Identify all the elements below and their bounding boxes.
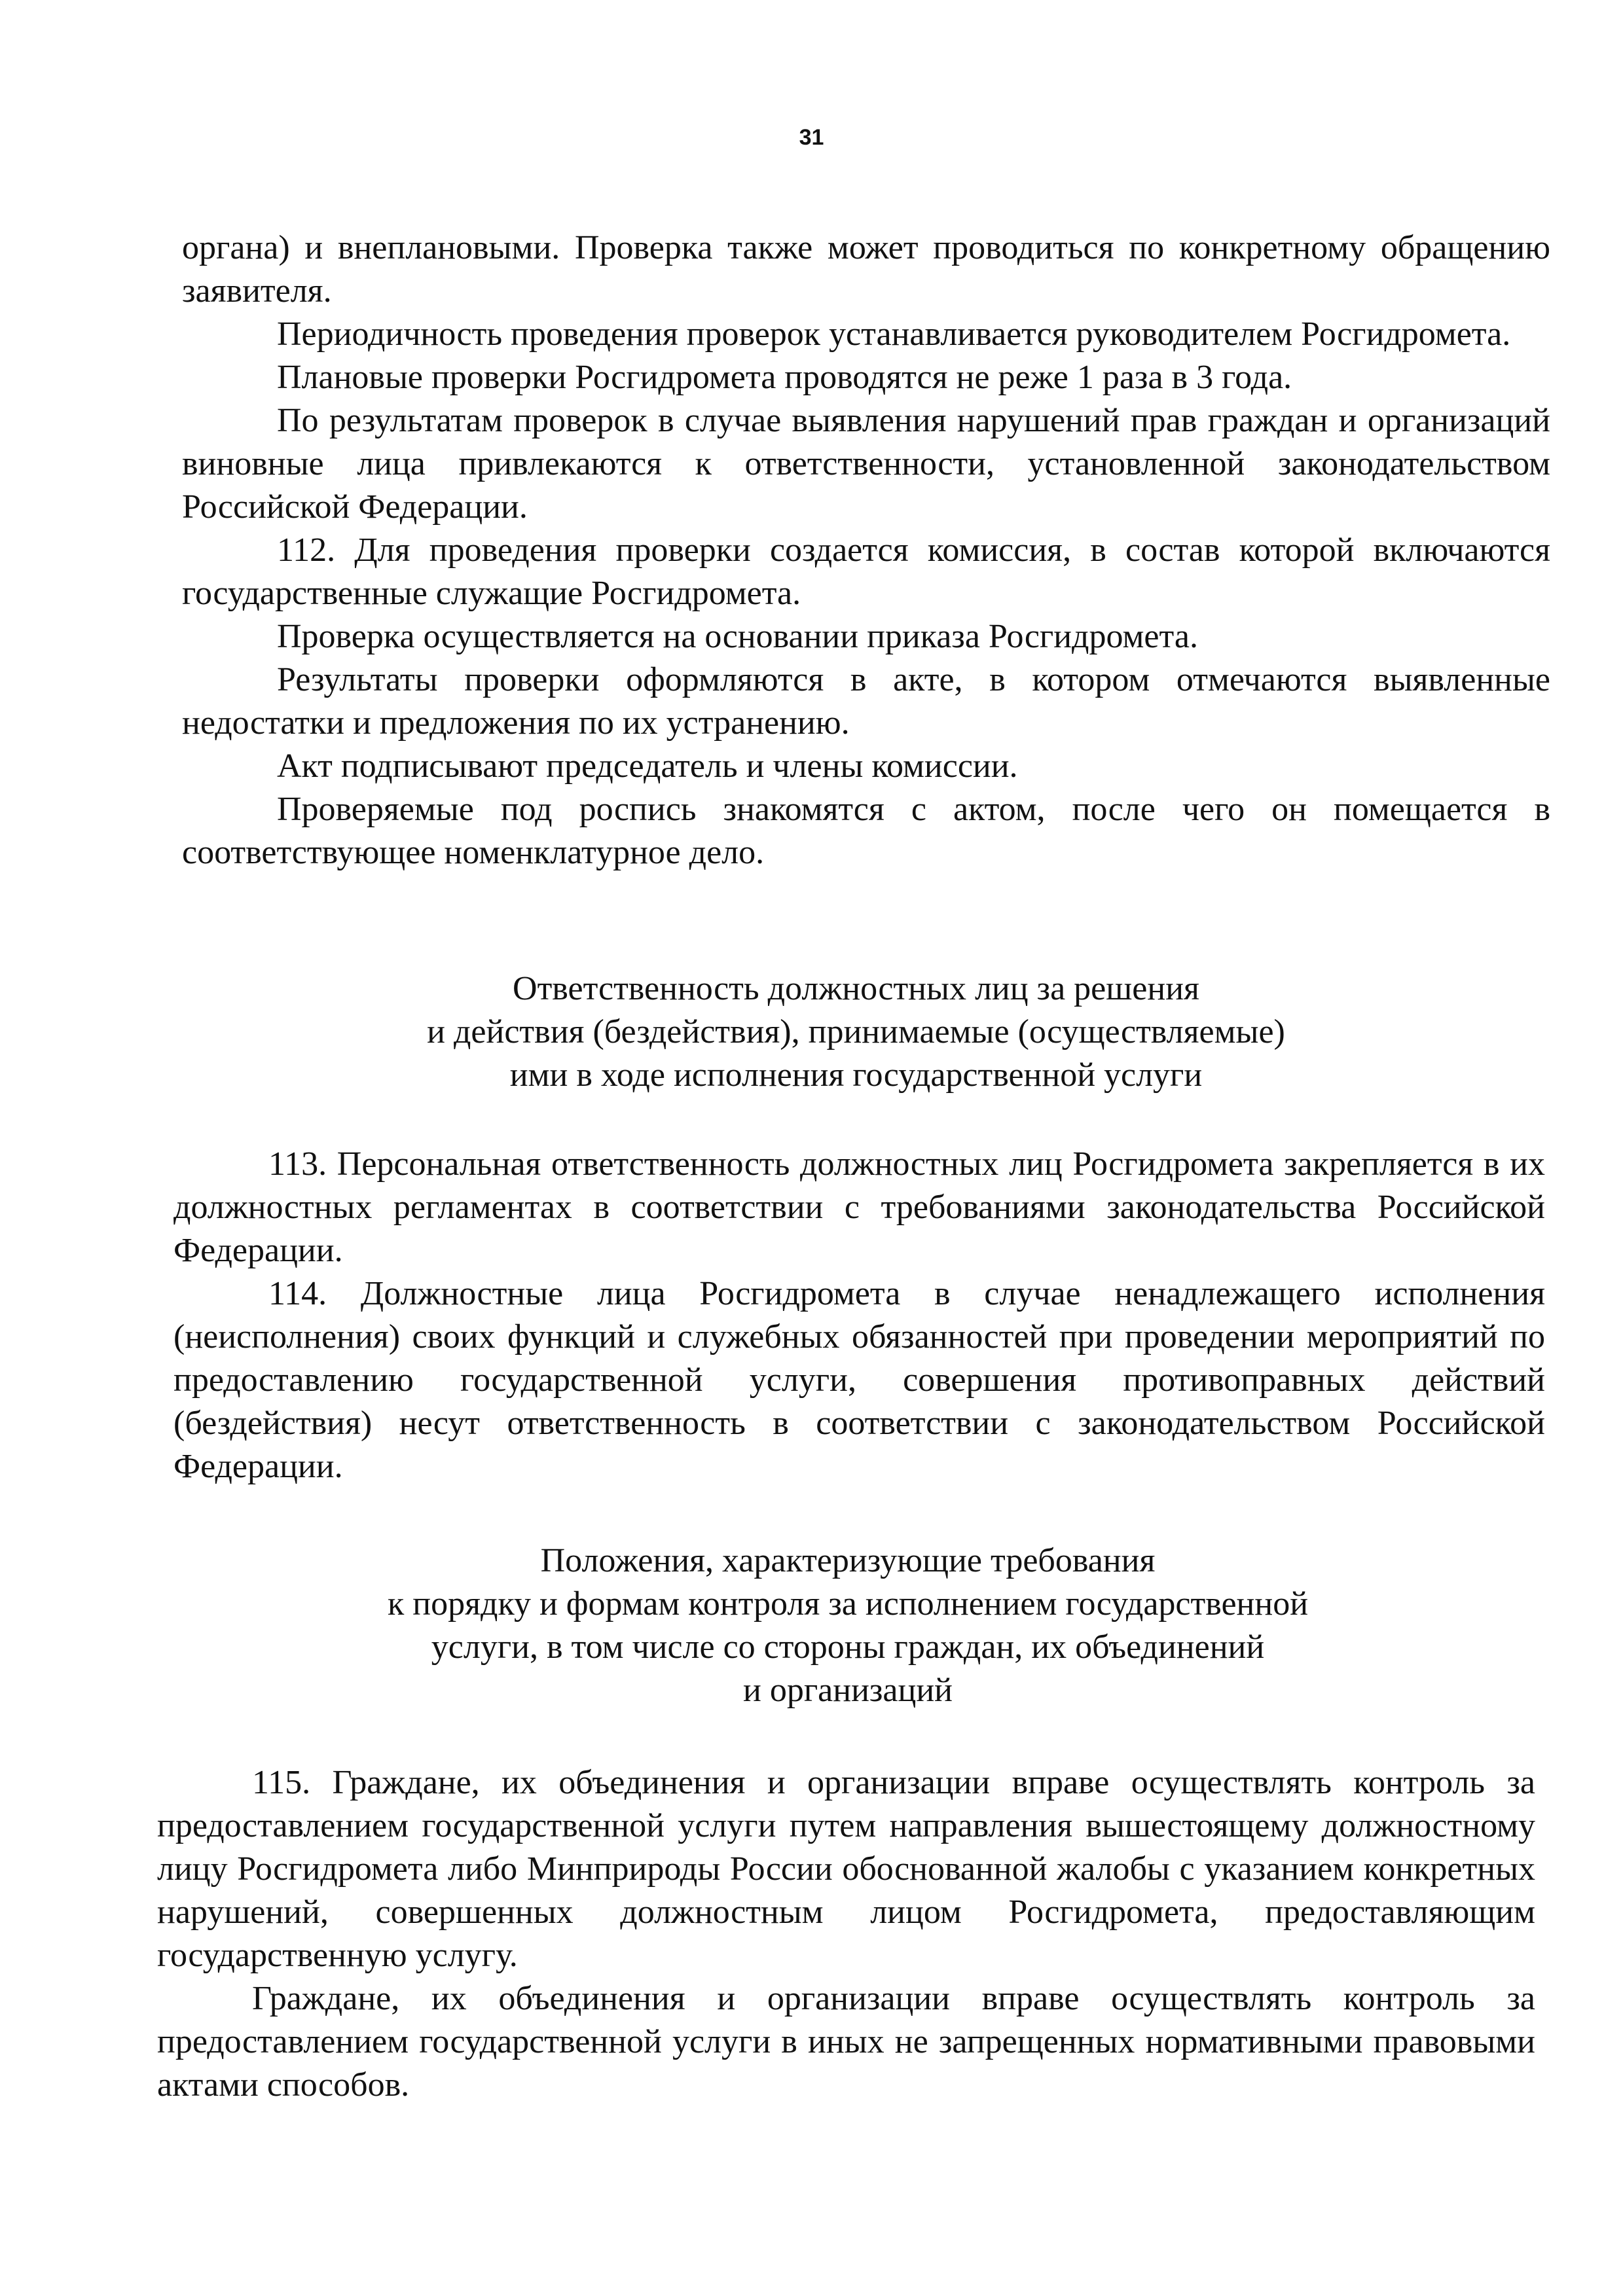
page-number: 31: [799, 125, 824, 150]
paragraph-periodicity: Периодичность проведения проверок устанавливается руководителем Росгидромета.: [277, 315, 1511, 353]
paragraph-113: 113. Персональная ответственность должностных лиц Росгидромета закрепляется в их должностных регламентах в соответствии с требованиями законодательства Российской Федерации.: [173, 1145, 1545, 1269]
heading-line: к порядку и формам контроля за исполнением государственной: [387, 1585, 1309, 1623]
paragraph-continuation: органа) и внеплановыми. Проверка также может проводиться по конкретному обращению заявителя.: [182, 229, 1550, 310]
paragraph-check-results: По результатам проверок в случае выявления нарушений прав граждан и организаций виновные лица привлекаются к ответственности, установленной законодательством Российской Федерации.: [182, 402, 1550, 526]
paragraph-check-act: Результаты проверки оформляются в акте, в котором отмечаются выявленные недостатки и предложения по их устранению.: [182, 661, 1550, 742]
heading-line: Положения, характеризующие требования: [540, 1542, 1156, 1579]
heading-line: Ответственность должностных лиц за решения: [513, 970, 1199, 1007]
paragraph-112: 112. Для проведения проверки создается комиссия, в состав которой включаются государственные служащие Росгидромета.: [182, 531, 1550, 612]
paragraph-115: 115. Граждане, их объединения и организации вправе осуществлять контроль за предоставлением государственной услуги путем направления вышестоящему должностному лицу Росгидромета либо Минприроды России обоснованной жалобы с указанием конкретных нарушений, совершенных должностным лицом Росгидромета, предоставляющим государственную услугу.: [157, 1764, 1535, 1974]
heading-line: и организаций: [743, 1672, 953, 1709]
heading-line: ими в ходе исполнения государственной услуги: [509, 1056, 1203, 1094]
text-block-control-checks: [182, 226, 1550, 874]
paragraph-citizen-control: Граждане, их объединения и организации вправе осуществлять контроль за предоставлением государственной услуги в иных не запрещенных нормативными правовыми актами способов.: [157, 1980, 1535, 2104]
paragraph-act-familiarization: Проверяемые под роспись знакомятся с актом, после чего он помещается в соответствующее номенклатурное дело.: [182, 791, 1550, 871]
section-heading-responsibility: [170, 967, 1542, 1097]
paragraph-check-basis: Проверка осуществляется на основании приказа Росгидромета.: [277, 618, 1198, 655]
section-heading-control-requirements: [160, 1539, 1535, 1712]
text-block-responsibility: [173, 1143, 1545, 1488]
paragraph-planned-checks: Плановые проверки Росгидромета проводятся не реже 1 раза в 3 года.: [277, 359, 1292, 396]
heading-line: и действия (бездействия), принимаемые (осуществляемые): [427, 1013, 1285, 1050]
heading-line: услуги, в том числе со стороны граждан, их объединений: [431, 1628, 1265, 1666]
paragraph-114: 114. Должностные лица Росгидромета в случае ненадлежащего исполнения (неисполнения) своих функций и служебных обязанностей при проведении мероприятий по предоставлению государственной услуги, совершения противоправных действий (бездействия) несут ответственность в соответствии с законодательством Российской Федерации.: [173, 1275, 1545, 1485]
text-block-citizen-control: [157, 1761, 1535, 2107]
paragraph-act-signing: Акт подписывают председатель и члены комиссии.: [277, 747, 1018, 785]
